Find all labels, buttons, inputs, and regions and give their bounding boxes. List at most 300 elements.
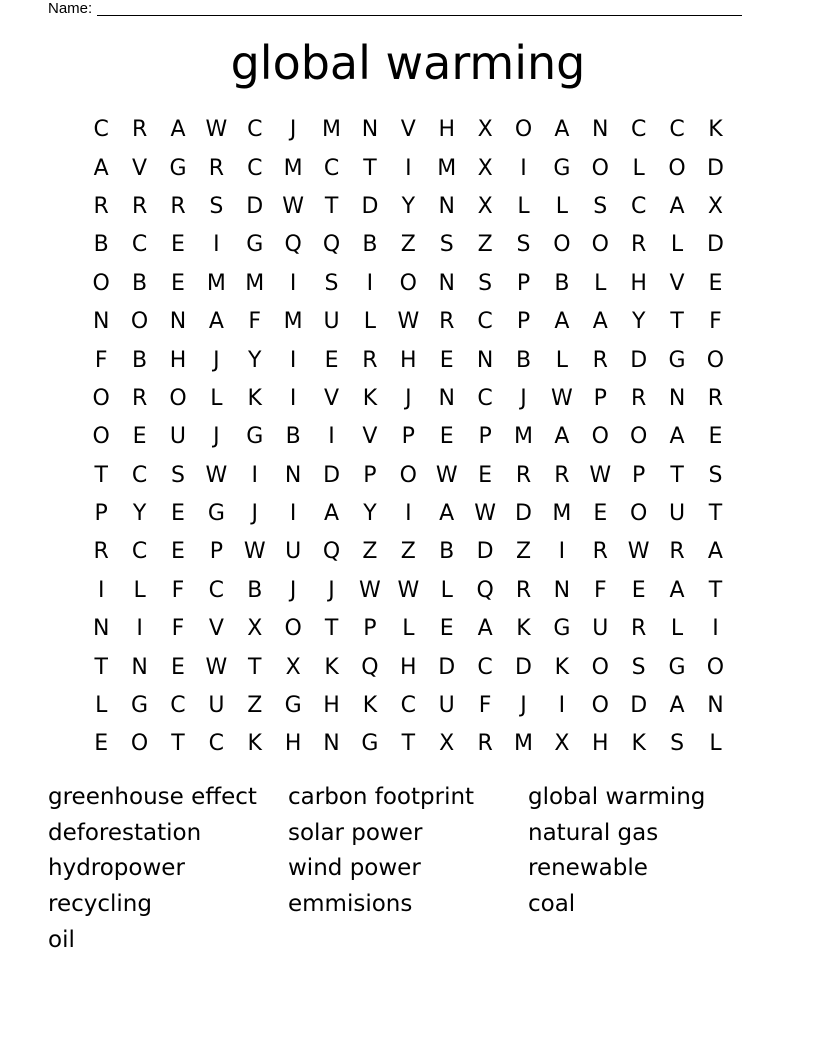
grid-letter: M (283, 309, 303, 335)
grid-letter: R (131, 193, 148, 219)
grid-letter: X (477, 193, 493, 219)
grid-letter: A (554, 424, 570, 450)
grid-letter: C (131, 539, 148, 565)
grid-letter: F (709, 309, 722, 335)
grid-letter: X (439, 731, 455, 757)
grid-letter: P (478, 424, 492, 450)
grid-letter: Z (400, 232, 416, 258)
grid-letter: W (397, 309, 420, 335)
grid-letter: E (324, 347, 339, 373)
grid-letter: I (328, 424, 335, 450)
grid-letter: U (592, 616, 609, 642)
grid-letter: T (670, 309, 684, 335)
name-underline (97, 0, 742, 16)
grid-letter: P (363, 616, 377, 642)
word-list-item: carbon footprint (288, 783, 475, 810)
grid-letter: T (94, 462, 108, 488)
grid-letter: O (92, 424, 110, 450)
grid-letter: C (669, 117, 685, 143)
grid-letter: J (405, 385, 412, 411)
grid-letter: S (708, 462, 723, 488)
grid-letter: V (669, 270, 685, 296)
grid-letter: E (94, 731, 109, 757)
grid-letter: J (289, 117, 297, 143)
grid-letter: H (400, 347, 417, 373)
grid-letter: T (248, 654, 262, 680)
grid-letter: R (515, 462, 532, 488)
grid-letter: O (514, 117, 533, 143)
grid-letter: D (323, 462, 341, 488)
grid-letter: C (477, 385, 493, 411)
grid-letter: A (592, 309, 608, 335)
grid-letter: R (707, 385, 724, 411)
grid-letter: S (516, 232, 531, 258)
grid-letter: D (476, 539, 494, 565)
grid-letter: R (554, 462, 570, 488)
grid-letter: D (515, 654, 532, 680)
grid-letter: H (284, 731, 302, 757)
grid-letter: G (169, 155, 187, 181)
grid-letter: T (708, 577, 723, 603)
grid-letter: N (438, 270, 455, 296)
grid-letter: Z (247, 693, 263, 719)
grid-letter: J (520, 385, 527, 411)
grid-letter: L (363, 309, 377, 335)
grid-letter: C (131, 462, 148, 488)
grid-letter: S (631, 654, 646, 680)
grid-letter: P (363, 462, 377, 488)
grid-letter: I (289, 347, 297, 373)
word-list-item: renewable (528, 855, 648, 882)
grid-letter: T (363, 155, 377, 181)
grid-letter: V (362, 424, 378, 450)
grid-letter: L (95, 693, 108, 719)
grid-letter: I (558, 539, 566, 565)
grid-letter: C (247, 155, 263, 181)
grid-letter: S (478, 270, 493, 296)
grid-letter: I (405, 501, 412, 527)
grid-letter: R (631, 616, 647, 642)
grid-letter: K (708, 117, 723, 143)
grid-letter: T (670, 462, 684, 488)
grid-letter: Y (363, 501, 377, 527)
grid-letter: W (205, 462, 228, 488)
grid-letter: Q (322, 539, 341, 565)
grid-letter: A (208, 309, 224, 335)
grid-letter: Q (322, 232, 341, 258)
grid-letter: I (289, 385, 297, 411)
grid-letter: X (554, 731, 570, 757)
grid-letter: E (439, 424, 454, 450)
grid-letter: W (397, 577, 420, 603)
grid-letter: D (438, 654, 456, 680)
grid-letter: N (323, 731, 340, 757)
grid-letter: C (247, 117, 263, 143)
grid-letter: A (554, 309, 570, 335)
grid-letter: O (591, 155, 609, 181)
grid-letter: H (438, 117, 455, 143)
grid-letter: G (668, 347, 686, 373)
grid-letter: C (477, 309, 493, 335)
grid-letter: N (707, 693, 724, 719)
grid-letter: L (555, 347, 569, 373)
word-list (48, 779, 768, 958)
grid-letter: E (171, 232, 185, 258)
grid-letter: W (474, 501, 496, 527)
letter-grid (82, 111, 735, 764)
grid-letter: R (93, 193, 109, 219)
grid-letter: O (706, 654, 725, 680)
grid-letter: O (668, 155, 686, 181)
grid-letter: O (92, 385, 110, 411)
grid-letter: W (435, 462, 458, 488)
grid-letter: A (324, 501, 340, 527)
grid-letter: L (670, 616, 684, 642)
grid-letter: K (362, 385, 378, 411)
grid-letter: J (213, 347, 220, 373)
grid-letter: N (438, 193, 455, 219)
grid-letter: I (136, 616, 143, 642)
grid-letter: B (93, 232, 109, 258)
word-list-item: recycling (48, 891, 152, 918)
grid-letter: P (593, 385, 607, 411)
grid-letter: E (171, 654, 185, 680)
grid-letter: K (247, 385, 262, 411)
grid-letter: R (592, 539, 608, 565)
grid-letter: A (669, 424, 685, 450)
grid-letter: A (93, 155, 109, 181)
grid-letter: E (439, 616, 454, 642)
word-list-item: hydropower (48, 855, 185, 882)
grid-letter: G (246, 232, 264, 258)
grid-letter: O (591, 693, 609, 719)
grid-letter: F (248, 309, 262, 335)
grid-letter: C (477, 654, 493, 680)
grid-letter: O (591, 232, 609, 258)
grid-letter: E (708, 424, 723, 450)
grid-letter: L (402, 616, 415, 642)
grid-letter: R (631, 232, 647, 258)
grid-letter: N (169, 309, 187, 335)
grid-letter: Y (631, 309, 646, 335)
word-list-item: deforestation (48, 819, 202, 846)
grid-letter: N (438, 385, 455, 411)
grid-letter: Q (361, 654, 379, 680)
grid-letter: W (627, 539, 650, 565)
grid-letter: O (706, 347, 725, 373)
grid-letter: W (551, 385, 573, 411)
grid-letter: Z (477, 232, 493, 258)
grid-letter: C (208, 577, 225, 603)
grid-letter: L (555, 193, 569, 219)
grid-letter: C (208, 731, 225, 757)
grid-letter: H (169, 347, 187, 373)
grid-letter: O (130, 309, 149, 335)
grid-letter: V (400, 117, 416, 143)
grid-letter: T (94, 654, 108, 680)
grid-letter: N (284, 462, 302, 488)
grid-letter: I (213, 232, 220, 258)
grid-letter: C (323, 155, 340, 181)
grid-letter: A (554, 117, 570, 143)
grid-letter: U (438, 693, 455, 719)
grid-letter: R (439, 309, 455, 335)
grid-letter: S (439, 232, 454, 258)
grid-letter: G (553, 616, 571, 642)
grid-letter: M (245, 270, 265, 296)
grid-letter: U (169, 424, 187, 450)
grid-letter: B (132, 270, 148, 296)
grid-letter: F (94, 347, 108, 373)
grid-letter: R (131, 117, 148, 143)
grid-letter: I (712, 616, 719, 642)
grid-letter: G (284, 693, 302, 719)
grid-letter: R (131, 385, 148, 411)
grid-letter: D (630, 347, 648, 373)
grid-letter: H (630, 270, 647, 296)
grid-letter: N (92, 616, 110, 642)
grid-letter: M (322, 117, 342, 143)
grid-letter: C (170, 693, 186, 719)
grid-letter: A (669, 577, 685, 603)
grid-letter: A (477, 616, 493, 642)
grid-letter: E (593, 501, 608, 527)
grid-letter: C (400, 693, 416, 719)
grid-letter: K (247, 731, 262, 757)
grid-letter: E (631, 577, 646, 603)
grid-letter: E (708, 270, 723, 296)
grid-letter: Z (362, 539, 378, 565)
grid-letter: W (205, 117, 228, 143)
grid-letter: J (213, 424, 220, 450)
grid-letter: L (632, 155, 645, 181)
grid-letter: X (247, 616, 263, 642)
grid-letter: O (630, 424, 648, 450)
word-list-item: greenhouse effect (48, 783, 257, 810)
grid-letter: K (516, 616, 531, 642)
grid-letter: I (520, 155, 527, 181)
grid-letter: G (131, 693, 149, 719)
grid-letter: T (324, 193, 339, 219)
grid-letter: U (669, 501, 686, 527)
grid-letter: A (669, 193, 685, 219)
grid-letter: N (131, 654, 148, 680)
grid-letter: Y (248, 347, 262, 373)
grid-letter: C (630, 193, 647, 219)
grid-letter: X (707, 193, 723, 219)
grid-letter: T (171, 731, 185, 757)
grid-letter: H (592, 731, 609, 757)
grid-letter: N (592, 117, 609, 143)
grid-letter: L (670, 232, 684, 258)
grid-letter: P (401, 424, 415, 450)
grid-letter: O (553, 232, 571, 258)
grid-letter: J (251, 501, 258, 527)
word-list-item: natural gas (528, 819, 659, 846)
grid-letter: G (246, 424, 264, 450)
grid-letter: T (708, 501, 723, 527)
grid-letter: M (514, 424, 533, 450)
grid-letter: O (92, 270, 110, 296)
grid-letter: G (553, 155, 571, 181)
grid-letter: I (366, 270, 374, 296)
grid-letter: E (171, 539, 185, 565)
grid-letter: F (478, 693, 492, 719)
grid-letter: O (630, 501, 648, 527)
grid-letter: W (243, 539, 266, 565)
grid-letter: I (558, 693, 566, 719)
grid-letter: I (289, 501, 297, 527)
grid-letter: W (205, 654, 228, 680)
grid-letter: S (324, 270, 339, 296)
grid-letter: L (709, 731, 722, 757)
grid-letter: O (169, 385, 187, 411)
grid-letter: O (130, 731, 149, 757)
grid-letter: L (517, 193, 530, 219)
grid-letter: B (439, 539, 455, 565)
grid-letter: I (289, 270, 297, 296)
grid-letter: X (477, 155, 493, 181)
grid-letter: R (592, 347, 608, 373)
grid-letter: U (323, 309, 340, 335)
grid-letter: E (171, 270, 185, 296)
grid-letter: O (591, 424, 609, 450)
grid-letter: O (399, 270, 417, 296)
grid-letter: U (285, 539, 302, 565)
word-list-item: oil (48, 927, 75, 954)
grid-letter: R (515, 577, 532, 603)
word-list-item: wind power (288, 855, 421, 882)
grid-letter: L (133, 577, 146, 603)
grid-letter: A (707, 539, 723, 565)
grid-letter: P (516, 270, 531, 296)
grid-letter: D (630, 693, 648, 719)
grid-letter: Q (476, 577, 494, 603)
grid-letter: A (170, 117, 186, 143)
grid-letter: N (668, 385, 686, 411)
word-list-item: emmisions (288, 891, 413, 918)
grid-letter: E (439, 347, 454, 373)
grid-letter: K (362, 693, 378, 719)
grid-letter: R (631, 385, 647, 411)
grid-letter: E (478, 462, 493, 488)
grid-letter: B (362, 232, 378, 258)
grid-letter: P (632, 462, 646, 488)
grid-letter: X (477, 117, 493, 143)
grid-letter: T (401, 731, 416, 757)
grid-letter: B (285, 424, 301, 450)
grid-letter: F (171, 616, 185, 642)
grid-letter: D (515, 501, 532, 527)
grid-letter: O (399, 462, 417, 488)
grid-letter: E (171, 501, 185, 527)
grid-letter: H (323, 693, 340, 719)
grid-letter: W (359, 577, 381, 603)
grid-letter: N (553, 577, 571, 603)
grid-letter: Y (132, 501, 147, 527)
grid-letter: R (208, 155, 225, 181)
grid-letter: B (515, 347, 532, 373)
grid-letter: C (630, 117, 647, 143)
grid-letter: G (361, 731, 379, 757)
grid-letter: Z (515, 539, 532, 565)
grid-letter: S (670, 731, 685, 757)
grid-letter: H (400, 654, 417, 680)
puzzle-title: global warming (230, 36, 586, 90)
grid-letter: M (552, 501, 572, 527)
grid-letter: D (706, 155, 724, 181)
grid-letter: N (92, 309, 110, 335)
grid-letter: M (206, 270, 226, 296)
grid-letter: G (207, 501, 225, 527)
grid-letter: L (594, 270, 607, 296)
grid-letter: F (593, 577, 607, 603)
grid-letter: M (437, 155, 457, 181)
grid-letter: N (361, 117, 379, 143)
grid-letter: I (405, 155, 412, 181)
grid-letter: W (282, 193, 305, 219)
grid-letter: J (520, 693, 527, 719)
grid-letter: M (283, 155, 303, 181)
grid-letter: I (251, 462, 258, 488)
grid-letter: X (285, 654, 301, 680)
grid-letter: R (170, 193, 186, 219)
grid-letter: O (284, 616, 302, 642)
grid-letter: P (516, 309, 531, 335)
grid-letter: B (247, 577, 263, 603)
grid-letter: V (132, 155, 148, 181)
name-label: Name: (48, 0, 93, 17)
grid-letter: R (362, 347, 378, 373)
grid-letter: Q (284, 232, 302, 258)
grid-letter: P (209, 539, 223, 565)
grid-letter: E (132, 424, 147, 450)
grid-letter: J (328, 577, 335, 603)
grid-letter: A (439, 501, 455, 527)
grid-letter: K (554, 654, 570, 680)
grid-letter: W (589, 462, 612, 488)
grid-letter: K (324, 654, 339, 680)
grid-letter: D (246, 193, 264, 219)
grid-letter: R (477, 731, 493, 757)
grid-letter: R (669, 539, 685, 565)
grid-letter: J (289, 577, 297, 603)
grid-letter: I (97, 577, 105, 603)
grid-letter: D (706, 232, 724, 258)
grid-letter: F (171, 577, 185, 603)
grid-letter: U (208, 693, 225, 719)
grid-letter: N (476, 347, 494, 373)
grid-letter: O (591, 654, 609, 680)
grid-letter: A (669, 693, 685, 719)
word-list-item: global warming (528, 783, 706, 810)
name-field (48, 0, 742, 18)
word-list-item: coal (528, 891, 576, 918)
grid-letter: B (554, 270, 570, 296)
grid-letter: R (93, 539, 109, 565)
grid-letter: V (208, 616, 224, 642)
grid-letter: T (324, 616, 339, 642)
grid-letter: C (93, 117, 109, 143)
grid-letter: Z (400, 539, 416, 565)
grid-letter: S (593, 193, 608, 219)
grid-letter: M (514, 731, 533, 757)
grid-letter: V (324, 385, 340, 411)
grid-letter: S (209, 193, 224, 219)
grid-letter: S (170, 462, 185, 488)
grid-letter: L (440, 577, 453, 603)
grid-letter: B (132, 347, 148, 373)
